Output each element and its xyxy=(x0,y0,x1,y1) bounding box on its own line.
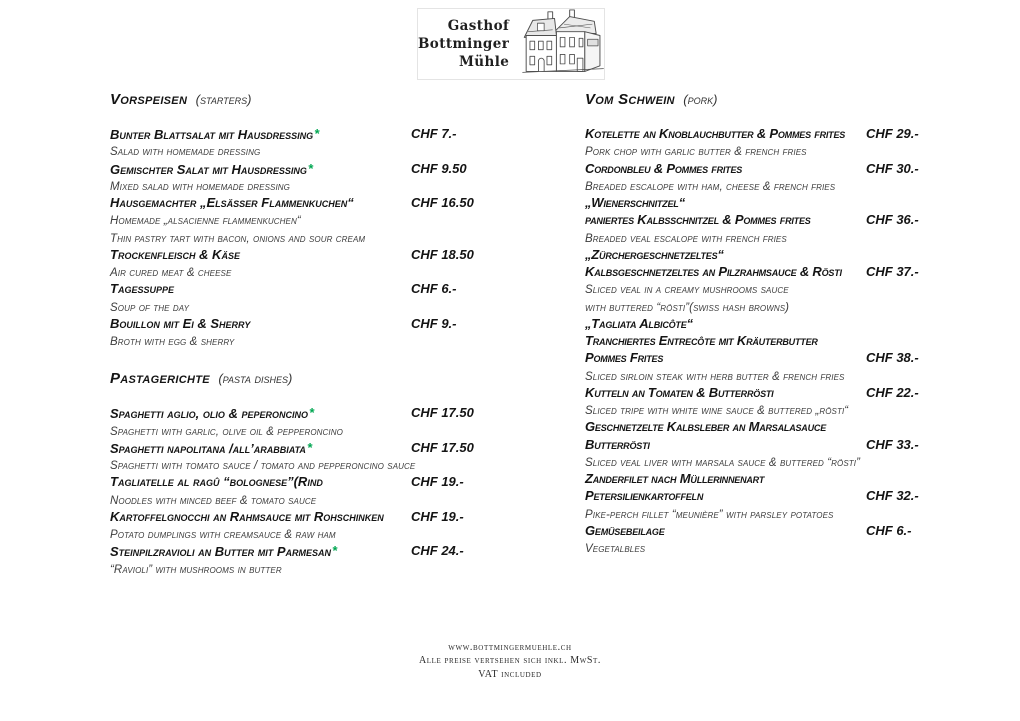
section-items xyxy=(110,125,515,349)
item-name: Tagliatelle al ragû “bolognese”(Rind xyxy=(110,474,323,490)
item-description-text: Salad with homemade dressing xyxy=(110,146,261,159)
menu-item-name-line xyxy=(585,246,1010,263)
item-price: CHF 18.50 xyxy=(411,246,474,262)
item-price: CHF 22.- xyxy=(866,384,919,400)
menu-item-name-line xyxy=(585,384,1010,401)
item-name: Bunter Blattsalat mit Hausdressing xyxy=(110,127,314,142)
item-price: CHF 19.- xyxy=(411,474,464,490)
item-price: CHF 36.- xyxy=(866,212,919,228)
menu-item-description-line xyxy=(110,456,515,473)
menu-item-description-line xyxy=(585,453,1010,470)
menu-item-name-line xyxy=(110,246,515,263)
footer xyxy=(0,641,1020,681)
menu-item-description-line xyxy=(110,422,515,439)
menu-item-name-line xyxy=(110,473,515,490)
item-price: CHF 24.- xyxy=(411,543,464,559)
menu-item-name-line xyxy=(585,349,1010,366)
item-price: CHF 6.- xyxy=(866,522,912,538)
menu-item-description-line xyxy=(110,525,515,542)
item-description-text: Pork chop with garlic butter & french fries xyxy=(585,146,807,159)
section-header xyxy=(585,90,1010,110)
section-header xyxy=(110,369,515,389)
item-price: CHF 37.- xyxy=(866,264,919,279)
veg-star-icon: * xyxy=(308,405,315,421)
item-description-text: Spaghetti with garlic, olive oil & pepperoncino xyxy=(110,425,343,438)
menu-item-name-line xyxy=(585,487,1010,504)
item-name: Cordonbleu & Pommes frites xyxy=(585,160,743,176)
item-description-text: Air cured meat & cheese xyxy=(110,267,232,279)
item-name: Bouillon mit Ei & Sherry xyxy=(110,315,251,331)
item-name: Hausgemachter „Elsässer Flammenkuchen“ xyxy=(110,195,354,210)
item-name: Kalbsgeschnetzeltes an Pilzrahmsauce & Rösti xyxy=(585,264,842,279)
menu-item-name-line xyxy=(585,263,1010,280)
menu-item-name-line xyxy=(585,315,1010,332)
item-price: CHF 7.- xyxy=(411,126,457,141)
menu-item-name-line xyxy=(585,522,1010,539)
item-description-text: Pike-perch fillet “meunière” with parsley potatoes xyxy=(585,508,834,521)
menu-item-description-line xyxy=(110,491,515,508)
section-subtitle: (starters) xyxy=(195,92,252,107)
item-name: Geschnetzelte Kalbsleber an Marsalasauce xyxy=(585,419,827,435)
footer-website: www.bottmingermuehle.ch xyxy=(448,642,572,653)
menu-section xyxy=(110,369,515,577)
menu-item-name-line xyxy=(110,404,515,421)
item-name: paniertes Kalbsschnitzel & Pommes frites xyxy=(585,212,811,228)
menu-item-description-line xyxy=(110,560,515,577)
section-subtitle: (pork) xyxy=(683,92,718,107)
menu-item-name-line xyxy=(110,315,515,332)
item-description-text: with buttered “rösti”(swiss hash browns) xyxy=(585,301,790,314)
menu-item-name-line xyxy=(110,280,515,297)
item-name: Kotelette an Knoblauchbutter & Pommes frites xyxy=(585,126,846,141)
item-name: Trockenfleisch & Käse xyxy=(110,246,240,262)
menu-item-description-line xyxy=(110,229,515,246)
menu-item-name-line xyxy=(110,508,515,525)
footer-note-en: VAT included xyxy=(478,668,542,680)
item-description-text: “Ravioli” with mushrooms in butter xyxy=(110,563,282,576)
menu-item-name-line xyxy=(110,439,515,456)
menu-item-description-line xyxy=(110,142,515,159)
menu-item-name-line xyxy=(110,125,515,142)
item-name: Petersilienkartoffeln xyxy=(585,488,704,504)
section-title: Vorspeisen xyxy=(110,91,188,108)
menu-item-name-line xyxy=(110,160,515,177)
item-price: CHF 19.- xyxy=(411,508,464,524)
item-name: „Tagliata Albicôte“ xyxy=(585,315,693,331)
veg-star-icon: * xyxy=(306,439,312,455)
building-sketch-icon xyxy=(516,9,612,79)
item-description-text: Sliced veal in a creamy mushrooms sauce xyxy=(585,284,789,297)
item-name: Spaghetti aglio, olio & peperoncino xyxy=(110,406,308,422)
item-description-text: Sliced veal liver with marsala sauce & buttered “rösti” xyxy=(585,456,860,469)
item-price: CHF 9.50 xyxy=(411,160,467,176)
logo-line-2: Bottminger xyxy=(418,36,510,52)
item-description-text: Breaded veal escalope with french fries xyxy=(585,232,787,245)
building-sketch-lines xyxy=(523,10,604,72)
item-price: CHF 17.50 xyxy=(411,405,474,421)
item-description-text: Homemade „alsacienne flammenkuchen“ xyxy=(110,215,301,228)
veg-star-icon: * xyxy=(332,543,338,559)
veg-star-icon: * xyxy=(307,160,313,176)
section-header xyxy=(110,90,515,110)
menu-item-name-line xyxy=(110,194,515,211)
menu-item-description-line xyxy=(585,505,1010,522)
item-name: Butterrösti xyxy=(585,436,650,452)
restaurant-logo xyxy=(417,8,605,80)
footer-note-de: Alle preise vertsehen sich inkl. MwSt. xyxy=(418,655,602,667)
section-items xyxy=(585,125,1010,556)
item-description-text: Spaghetti with tomato sauce / tomato and pepperoncino sauce xyxy=(110,460,416,472)
veg-star-icon: * xyxy=(314,126,320,141)
item-description-text: Breaded escalope with ham, cheese & french fries xyxy=(585,180,836,193)
item-name: „Zürchergeschnetzeltes“ xyxy=(585,246,724,262)
item-description-text: Sliced tripe with white wine sauce & buttered „rösti“ xyxy=(585,405,849,417)
item-price: CHF 32.- xyxy=(866,488,919,504)
item-price: CHF 6.- xyxy=(411,281,457,297)
menu-item-description-line xyxy=(110,332,515,349)
menu-item-name-line xyxy=(110,542,515,559)
logo-line-3: Mühle xyxy=(458,54,510,70)
item-description-text: Mixed salad with homemade dressing xyxy=(110,180,291,193)
section-subtitle: (pasta dishes) xyxy=(218,371,293,387)
item-price: CHF 30.- xyxy=(866,160,919,176)
item-description-text: Soup of the day xyxy=(110,301,190,314)
item-name: Tranchiertes Entrecôte mit Kräuterbutter xyxy=(585,333,818,348)
item-price: CHF 33.- xyxy=(866,436,919,452)
menu-item-description-line xyxy=(585,280,1010,297)
item-name: Steinpilzravioli an Butter mit Parmesan xyxy=(110,544,332,560)
item-name: Kartoffelgnocchi an Rahmsauce mit Rohschinken xyxy=(110,508,384,524)
item-price: CHF 17.50 xyxy=(411,439,474,455)
menu-item-name-line xyxy=(585,160,1010,177)
column-right xyxy=(585,90,1010,556)
logo-text xyxy=(418,17,516,71)
item-name: „Wienerschnitzel“ xyxy=(585,195,685,210)
menu-item-description-line xyxy=(585,229,1010,246)
menu-item-description-line xyxy=(585,401,1010,418)
menu-item-description-line xyxy=(585,367,1010,384)
menu-item-description-line xyxy=(110,263,515,280)
menu-item-name-line xyxy=(585,211,1010,228)
item-description-text: Sliced sirloin steak with herb butter & french fries xyxy=(585,370,845,383)
menu-item-name-line xyxy=(585,418,1010,435)
menu-section xyxy=(585,90,1010,556)
item-description-text: Thin pastry tart with bacon, onions and sour cream xyxy=(110,232,366,245)
menu-item-description-line xyxy=(110,211,515,228)
menu-item-name-line xyxy=(585,125,1010,142)
menu-item-description-line xyxy=(110,177,515,194)
menu-item-name-line xyxy=(585,332,1010,349)
menu-item-name-line xyxy=(585,194,1010,211)
item-name: Pommes Frites xyxy=(585,350,664,366)
menu-item-description-line xyxy=(585,142,1010,159)
menu-item-name-line xyxy=(585,436,1010,453)
section-items xyxy=(110,404,515,577)
menu-item-description-line xyxy=(585,177,1010,194)
item-price: CHF 16.50 xyxy=(411,195,474,210)
item-name: Gemischter Salat mit Hausdressing xyxy=(110,161,307,177)
section-title: Vom Schwein xyxy=(585,91,675,108)
column-left xyxy=(110,90,515,577)
menu-item-description-line xyxy=(110,298,515,315)
item-name: Spaghetti napolitana /all’arabbiata xyxy=(110,440,306,456)
item-name: Gemüsebeilage xyxy=(585,522,665,538)
menu-item-description-line xyxy=(585,539,1010,556)
item-description-text: Vegetalbles xyxy=(585,543,646,555)
item-price: CHF 29.- xyxy=(866,126,919,141)
logo-line-1: Gasthof xyxy=(447,18,510,34)
item-name: Tagessuppe xyxy=(110,281,174,297)
item-price: CHF 9.- xyxy=(411,315,457,331)
item-price: CHF 38.- xyxy=(866,350,919,366)
menu-item-name-line xyxy=(585,470,1010,487)
item-description-text: Potato dumplings with creamsauce & raw ham xyxy=(110,529,336,541)
item-name: Zanderfilet nach Müllerinnenart xyxy=(585,471,765,486)
item-name: Kutteln an Tomaten & Butterrösti xyxy=(585,384,774,400)
item-description-text: Noodles with minced beef & tomato sauce xyxy=(110,494,317,507)
item-description-text: Broth with egg & sherry xyxy=(110,336,235,348)
menu-section xyxy=(110,90,515,349)
section-title: Pastagerichte xyxy=(110,370,210,388)
menu-item-description-line xyxy=(585,298,1010,315)
